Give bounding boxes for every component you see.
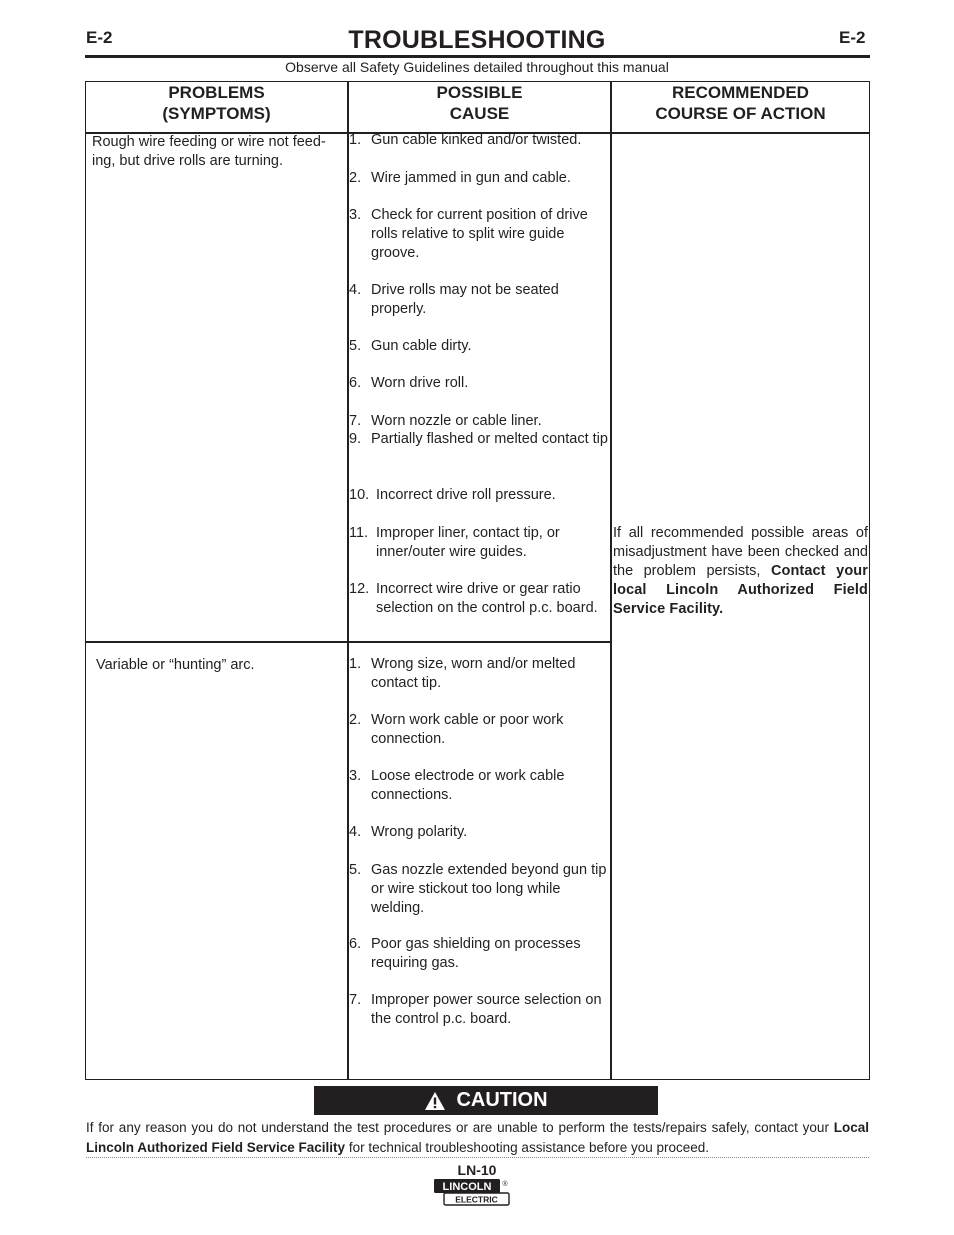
list-item: 3. Check for current position of drive rolls relative to split wire guide groove. <box>349 207 588 261</box>
model-number: LN-10 <box>457 1162 497 1178</box>
header-action: RECOMMENDED COURSE OF ACTION <box>655 83 826 123</box>
list-item: 7. Worn nozzle or cable liner. <box>349 413 542 429</box>
title-rule <box>85 55 870 58</box>
list-item: 5. Gas nozzle extended beyond gun tip or wire stickout too long while welding. <box>349 862 607 916</box>
recommended-action <box>613 524 868 619</box>
list-item: 6. Worn drive roll. <box>349 375 469 391</box>
caution-banner <box>314 1086 658 1115</box>
action-contact: Contact your local Lincoln Authorized Field Service Facility. <box>613 563 868 617</box>
page-code-right: E-2 <box>839 28 866 47</box>
action-text: If all recommended possible areas of misadjustment have been checked and the problem persists, <box>613 525 868 579</box>
svg-text:®: ® <box>502 1181 508 1188</box>
caution-text: If for any reason you do not understand the test procedures or are unable to perform the tests/repairs safely, contact your Local Lincoln Authorized Field Service Facility for technical troubleshooting assistance before you proceed. <box>86 1120 869 1155</box>
lincoln-electric-logo <box>433 1178 511 1207</box>
warning-triangle-icon <box>424 1091 446 1111</box>
header-problems: PROBLEMS (SYMPTOMS) <box>162 83 271 123</box>
list-item: 9. Partially flashed or melted contact tip <box>349 431 608 447</box>
footer-rule <box>86 1157 869 1158</box>
problem-rough-wire-feeding: Rough wire feeding or wire not feed-ing, but drive rolls are turning. <box>92 134 326 169</box>
row-divider <box>85 641 611 643</box>
list-item: 12. Incorrect wire drive or gear ratio selection on the control p.c. board. <box>349 581 598 616</box>
list-item: 4. Drive rolls may not be seated properly. <box>349 282 559 317</box>
list-item: 1. Gun cable kinked and/or twisted. <box>349 132 582 148</box>
list-item: 2. Worn work cable or poor work connection. <box>349 712 564 747</box>
list-item: 4. Wrong polarity. <box>349 824 468 840</box>
list-item: 2. Wire jammed in gun and cable. <box>349 170 571 186</box>
list-item: 3. Loose electrode or work cable connections. <box>349 768 565 803</box>
page-code-left: E-2 <box>86 28 113 47</box>
list-item: 11. Improper liner, contact tip, or inner/outer wire guides. <box>349 525 560 560</box>
problem-variable-arc: Variable or “hunting” arc. <box>96 657 255 673</box>
header-cause: POSSIBLE CAUSE <box>436 83 523 123</box>
list-item: 6. Poor gas shielding on processes requiring gas. <box>349 936 581 971</box>
list-item: 7. Improper power source selection on the control p.c. board. <box>349 992 602 1027</box>
list-item: 10. Incorrect drive roll pressure. <box>349 487 556 503</box>
page-title: TROUBLESHOOTING <box>348 26 606 54</box>
svg-text:LINCOLN: LINCOLN <box>442 1181 492 1193</box>
list-item: 1. Wrong size, worn and/or melted contact tip. <box>349 656 576 691</box>
subtitle: Observe all Safety Guidelines detailed throughout this manual <box>285 59 669 75</box>
service-facility-text: Local Lincoln Authorized Field Service Facility <box>86 1120 869 1155</box>
list-item: 5. Gun cable dirty. <box>349 338 472 354</box>
caution-label: CAUTION <box>456 1089 548 1111</box>
svg-text:ELECTRIC: ELECTRIC <box>455 1194 498 1205</box>
